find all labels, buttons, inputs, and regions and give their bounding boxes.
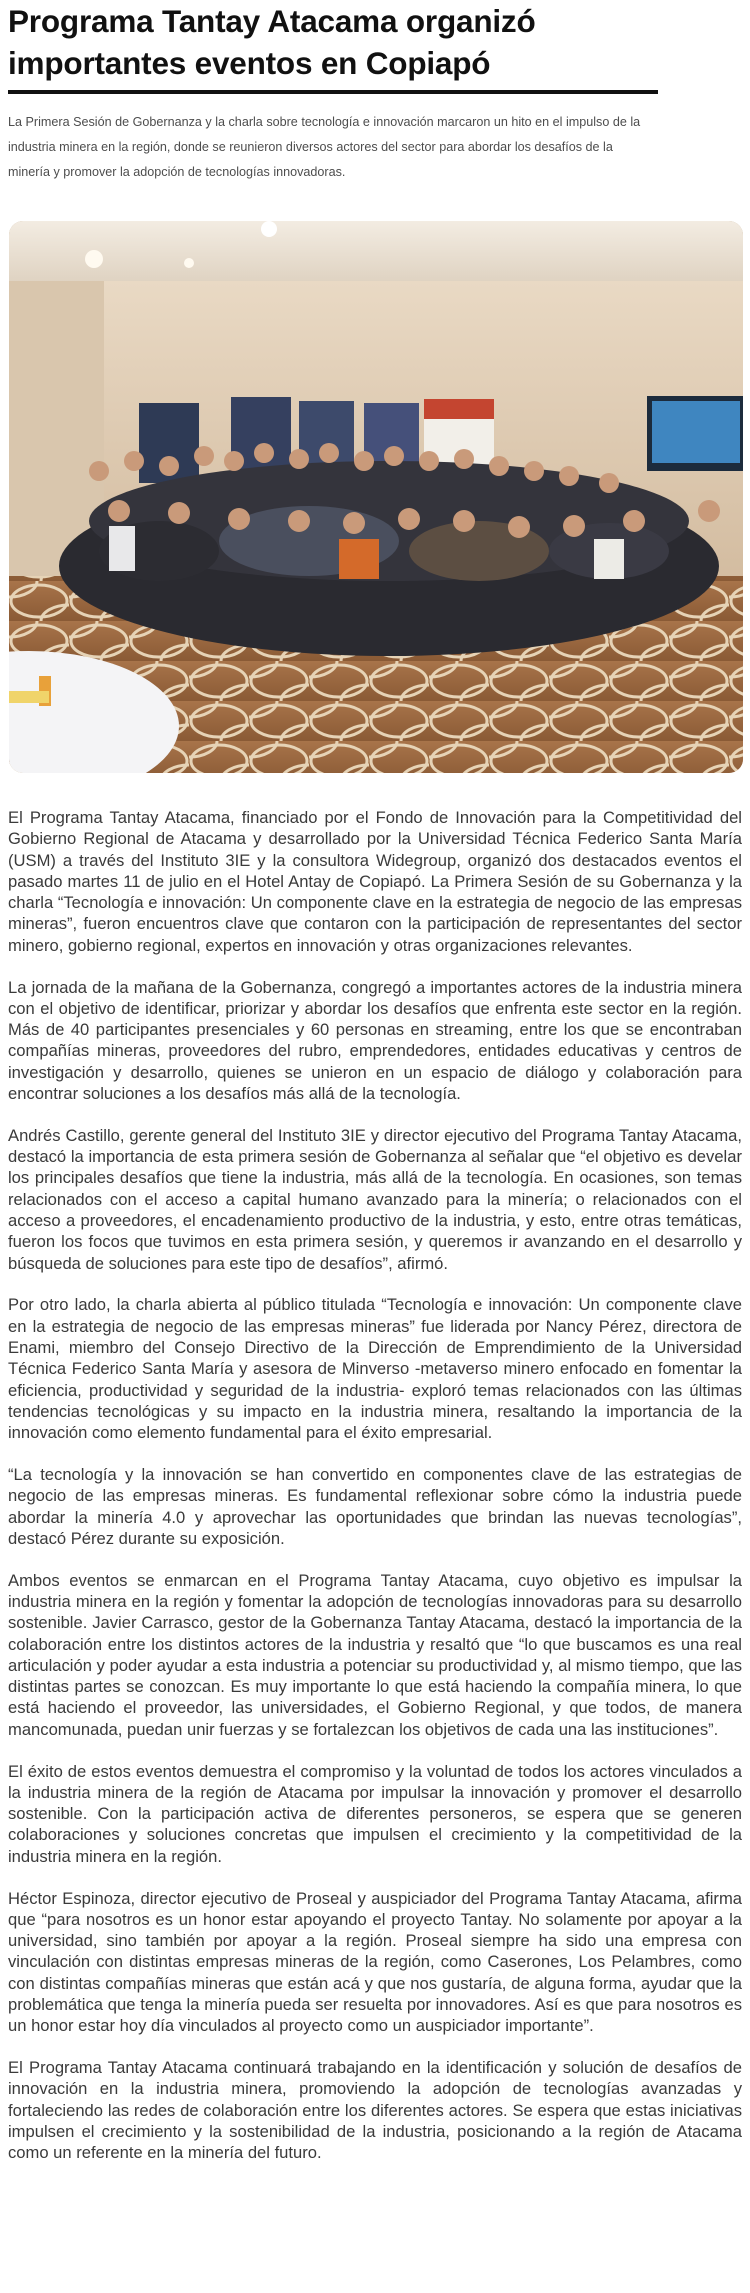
- headline-divider: [8, 90, 658, 94]
- group-photo: [9, 221, 743, 773]
- paragraph: Por otro lado, la charla abierta al público titulada “Tecnología e innovación: Un componente clave en la estrategia de negocio de las empresas mineras” fue liderada por Nancy Pérez, directora de Enami, miembro del Consejo Directivo de la Dirección de Emprendimiento de la Universidad Técnica Federico Santa María y asesora de Minverso -metaverso minero enfocado en fomentar la eficiencia, productividad y seguridad de la industria- exploró temas relacionados con las últimas tendencias tecnológicas y su impacto en la industria minera, resaltando la importancia de la innovación como elemento fundamental para el éxito empresarial.: [8, 1295, 742, 1443]
- paragraph: La jornada de la mañana de la Gobernanza, congregó a importantes actores de la industria minera con el objetivo de identificar, priorizar y abordar los desafíos que enfrenta este sector en la región. Más de 40 participantes presenciales y 60 personas en streaming, entre los que se encontraban compañías mineras, proveedores del rubro, emprendedores, entidades educativas y centros de investigación y desarrollo, quienes se unieron en un espacio de diálogo y colaboración para encontrar soluciones a los desafíos más allá de la tecnología.: [8, 977, 742, 1104]
- paragraph: “La tecnología y la innovación se han convertido en componentes clave de las estrategias de negocio de las empresas mineras. Es fundamental reflexionar sobre cómo la industria puede abordar la minería 4.0 y aprovechar las oportunidades que brindan las nuevas tecnologías”, destacó Pérez durante su exposición.: [8, 1465, 742, 1548]
- article-headline: Programa Tantay Atacama organizó importantes eventos en Copiapó: [8, 3, 536, 81]
- paragraph: Ambos eventos se enmarcan en el Programa Tantay Atacama, cuyo objetivo es impulsar la industria minera en la región y fomentar la adopción de tecnologías innovadoras para su desarrollo sostenible. Javier Carrasco, gestor de la Gobernanza Tantay Atacama, destacó la importancia de la colaboración entre los distintos actores de la industria y resaltó que “lo que buscamos es una real articulación y poder ayudar a esta industria a potenciar su productividad y, al mismo tiempo, que las distintas partes se conozcan. Es muy importante lo que está haciendo la compañía minera, lo que está haciendo el proveedor, las universidades, el Gobierno Regional, y que todos, de manera mancomunada, puedan unir fuerzas y se fortalezcan los objetivos de cada una las instituciones”.: [8, 1570, 742, 1739]
- paragraph: El Programa Tantay Atacama, financiado por el Fondo de Innovación para la Competitividad del Gobierno Regional de Atacama y desarrollado por la Universidad Técnica Federico Santa María (USM) a través del Instituto 3IE y la consultora Widegroup, organizó dos destacados eventos el pasado martes 11 de julio en el Hotel Antay de Copiapó. La Primera Sesión de su Gobernanza y la charla “Tecnología e innovación: Un componente clave en la estrategia de negocio de las empresas mineras”, fueron encuentros clave que contaron con la participación de representantes del sector minero, gobierno regional, expertos en innovación y otras organizaciones relevantes.: [8, 808, 742, 955]
- group-photo-illustration: [9, 221, 743, 773]
- paragraph: El éxito de estos eventos demuestra el compromiso y la voluntad de todos los actores vinculados a la industria minera de la región de Atacama por impulsar la innovación y promover el desarrollo sostenible. Con la participación activa de diferentes personeros, se espera que se generen colaboraciones y soluciones concretas que impulsen el crecimiento y la competitividad de la industria minera en la región.: [8, 1761, 742, 1866]
- article-body: [8, 807, 742, 2184]
- paragraph: Andrés Castillo, gerente general del Instituto 3IE y director ejecutivo del Programa Tantay Atacama, destacó la importancia de esta primera sesión de Gobernanza al señalar que “el objetivo es develar los principales desafíos que tiene la industria, más allá de la tecnología. En ocasiones, son temas relacionados con el acceso a capital humano avanzado para la minería; o relacionados con el acceso a proveedores, el encadenamiento productivo de la industria, y esto, entre otras temáticas, fueron los focos que tuvimos en esta primera sesión, y queremos ir avanzando en el desarrollo y búsqueda de soluciones para este tipo de desafíos”, afirmó.: [8, 1125, 742, 1273]
- paragraph: Héctor Espinoza, director ejecutivo de Proseal y auspiciador del Programa Tantay Atacama, afirma que “para nosotros es un honor estar apoyando el proyecto Tantay. No solamente por apoyar a la universidad, sino también por apoyar a la región. Proseal siempre ha sido una empresa con vinculación con distintas empresas mineras de la región, como Caserones, Los Pelambres, como con distintas compañías mineras que están acá y que nos gustaría, de alguna forma, ayudar que la problemática que tenga la minería pueda ser resuelta por innovadores. Así es que para nosotros es un honor estar hoy día vinculados al proyecto como un auspiciador importante”.: [8, 1888, 742, 2036]
- paragraph: El Programa Tantay Atacama continuará trabajando en la identificación y solución de desafíos de innovación en la industria minera, promoviendo la adopción de tecnologías avanzadas y fortaleciendo las redes de colaboración entre los diferentes actores. Se espera que estas iniciativas impulsen el crecimiento y la sostenibilidad de la industria, posicionando a la región de Atacama como un referente en la minería del futuro.: [8, 2058, 742, 2163]
- article-lead: La Primera Sesión de Gobernanza y la charla sobre tecnología e innovación marcaron un hito en el impulso de la industria minera en la región, donde se reunieron diversos actores del sector para abordar los desafíos de la minería y promover la adopción de tecnologías innovadoras.: [8, 115, 641, 179]
